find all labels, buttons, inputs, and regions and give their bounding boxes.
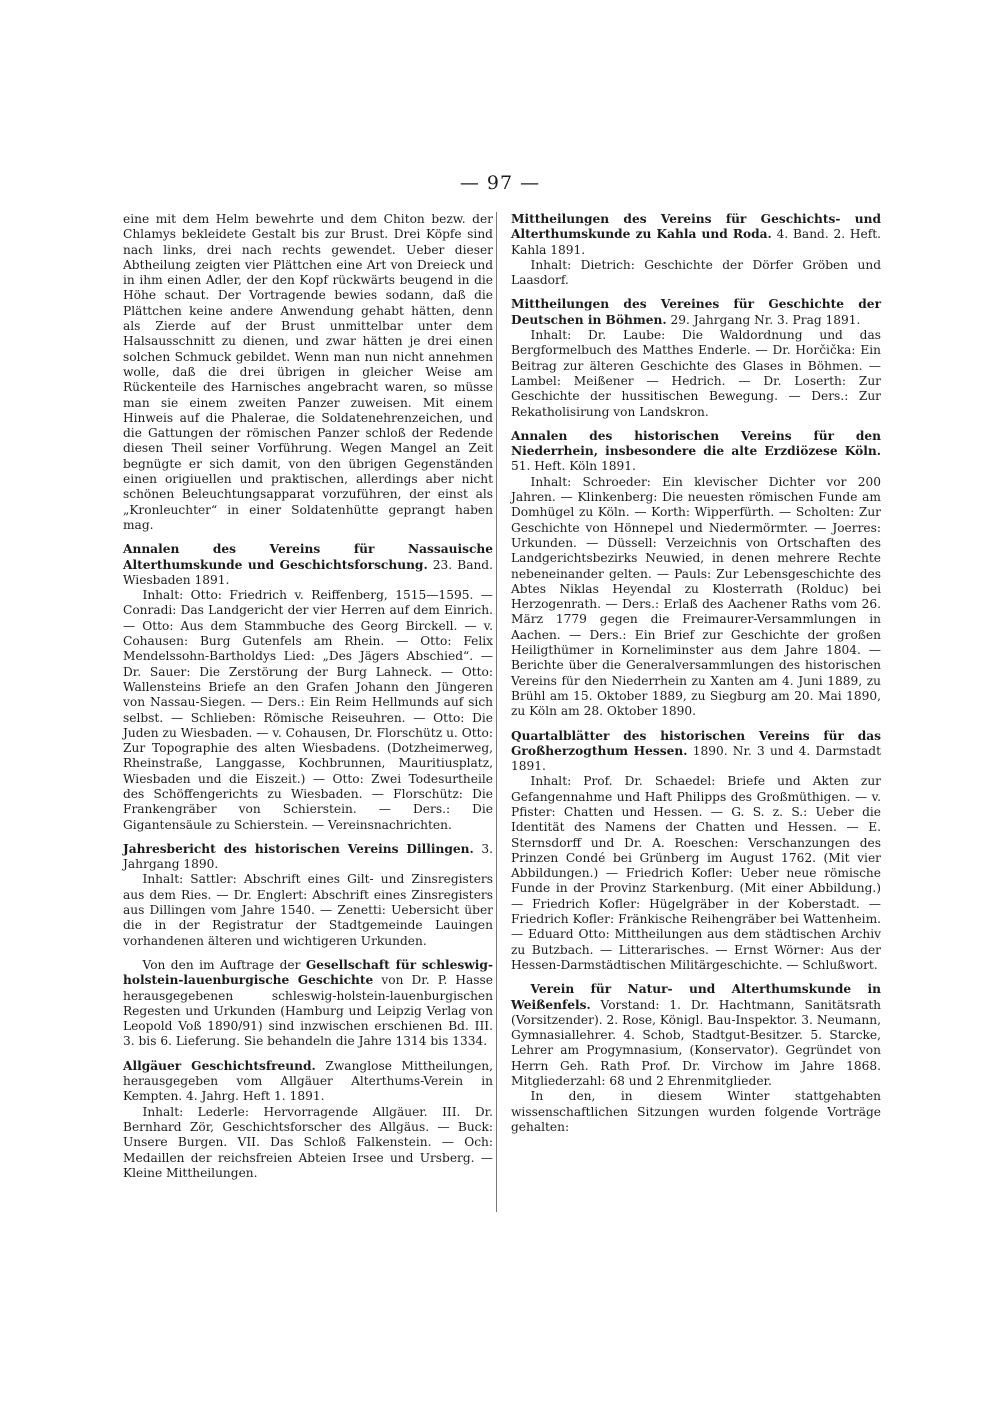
entry-allgaeuer-geschichtsfreund xyxy=(123,1059,493,1105)
entry-weissenfels-verein xyxy=(511,982,881,1089)
entry-title: Mittheilungen des Vereines für Geschichte der Deutschen in Böhmen. xyxy=(511,297,881,327)
entry-publication: 51. Heft. Köln 1891. xyxy=(511,459,636,474)
entry-title: Gesellschaft für schleswig-holstein-lauenburgische Geschichte xyxy=(123,957,493,988)
entry-contents: Inhalt: Dietrich: Geschichte der Dörfer Gröben und Laasdorf. xyxy=(511,257,881,288)
entry-niederrhein-annalen xyxy=(511,429,881,475)
entry-publication: 4. Band. 2. Heft. Kahla 1891. xyxy=(511,227,881,257)
entry-title: Quartalblätter des historischen Vereins für das Großherzogthum Hessen. xyxy=(511,728,881,758)
paragraph-continuation: eine mit dem Helm bewehrte und dem Chiton bezw. der Chlamys bekleidete Gestalt bis zur Brust. Drei Köpfe sind nach links, drei nach rechts gewendet. Ueber dieser Abtheilung zeigten vier Plättchen eine Art von Dreieck und in ihm einen Adler, der den Kopf rückwärts beugend in die Höhe schaut. Der Vortragende bewies sodann, daß die Plättchen keine andere Anwendung gehabt hätten, denn als Zierde auf der Brust unmittelbar unter dem Halsausschnitt zu dienen, und zwar hätten je drei einen solchen Schmuck gebildet. Wenn man nun nicht annehmen wolle, daß die drei übrigen in gleicher Weise am Rückenteile des Harnisches angebracht waren, so müsse man sie einem zweiten Panzer zuweisen. Mit einem Hinweis auf die Phalerae, die Soldatenehrenzeichen, und die Gattungen der römischen Panzer schloß der Redende diesen Theil seiner Vorführung. Wegen Mangel an Zeit begnügte er sich damit, von den übrigen Gegenständen einen origiuellen und praktischen, allerdings aber nicht schönen Beleuchtungsapparat vorzuführen, der einst als „Kronleuchter“ in einer Soldatenhütte geprangt haben mag. xyxy=(123,212,493,532)
entry-publication: 29. Jahrgang Nr. 3. Prag 1891. xyxy=(666,312,861,327)
entry-publication: 23. Band. Wiesbaden 1891. xyxy=(123,557,493,587)
page-number: — 97 — xyxy=(459,172,541,194)
entry-kahla-roda xyxy=(511,212,881,258)
paragraph-lectures-intro: In den, in diesem Winter stattgehabten wissenschaftlichen Sitzungen wurden folgende Vorträge gehalten: xyxy=(511,1089,881,1134)
entry-schleswig-holstein xyxy=(123,958,493,1050)
entry-nassau-annalen xyxy=(123,542,493,588)
entry-contents: Inhalt: Dr. Laube: Die Waldordnung und das Bergformelbuch des Matthes Enderle. — Dr. Horčička: Ein Beitrag zur älteren Geschichte des Glases in Böhmen. — Lambel: Meißener — Hedrich. — Dr. Loserth: Zur Geschichte der hussitischen Bewegung. — Ders.: Zur Rekatholisirung von Landskron. xyxy=(511,328,881,419)
entry-title: Jahresbericht des historischen Vereins Dillingen. xyxy=(123,841,474,856)
left-column xyxy=(123,212,493,1181)
entry-title: Annalen des Vereins für Nassauische Alterthumskunde und Geschichtsforschung. xyxy=(123,542,493,572)
column-divider xyxy=(496,212,497,1212)
entry-intro: Von den im Auftrage der xyxy=(142,957,306,972)
entry-publication: 3. Jahrgang 1890. xyxy=(123,841,493,872)
entry-contents: Inhalt: Lederle: Hervorragende Allgäuer. III. Dr. Bernhard Zör, Geschichtsforscher des Allgäus. — Buck: Unsere Burgen. VII. Das Schloß Falkenstein. — Och: Medaillen der reichsfreien Abteien Irsee und Ursberg. — Kleine Mittheilungen. xyxy=(123,1104,493,1180)
entry-contents: Inhalt: Schroeder: Ein klevischer Dichter vor 200 Jahren. — Klinkenberg: Die neuesten römischen Funde am Domhügel zu Köln. — Korth: Wipperfürth. — Scholten: Zur Geschichte von Hönnepel und Niedermörmter. — Joerres: Urkunden. — Düssell: Verzeichnis von Ortschaften des Landgerichtsbezirks Neuwied, in denen mehrere Rechte nebeneinander gelten. — Pauls: Zur Lebensgeschichte des Abtes Niklas Heyendal zu Klosterrath (Rolduc) bei Herzogenrath. — Ders.: Erlaß des Aachener Raths vom 26. März 1779 gegen die Freimaurer-Versammlungen in Aachen. — Ders.: Ein Brief zur Geschichte der großen Heiligthümer in Korneliminster aus dem Jahre 1804. — Berichte über die Generalversammlungen des historischen Vereins für den Niederrhein zu Xanten am 4. Juni 1889, zu Brühl am 15. Oktober 1889, zu Siegburg am 20. Mai 1890, zu Köln am 28. Oktober 1890. xyxy=(511,474,881,719)
entry-title: Annalen des historischen Vereins für den Niederrhein, insbesondere die alte Erzdiözese Köln. xyxy=(511,428,881,459)
entry-contents: Inhalt: Prof. Dr. Schaedel: Briefe und Akten zur Gefangennahme und Haft Philipps des Großmüthigen. — v. Pfister: Chatten und Hessen. — G. S. z. S.: Ueber die Identität des Namens der Chatten und Hessen. — E. Sternsdorff und Dr. A. Roeschen: Verschanzungen des Prinzen Condé bei Grünberg im August 1762. (Mit vier Abbildungen.) — Friedrich Kofler: Ueber neue römische Funde in der Provinz Starkenburg. (Mit einer Abbildung.) — Friedrich Kofler: Hügelgräber in der Koberstadt. — Friedrich Kofler: Fränkische Reihengräber bei Wattenheim. — Eduard Otto: Mittheilungen aus dem städtischen Archiv zu Butzbach. — Litterarisches. — Ernst Wörner: Aus der Hessen-Darmstädtischen Militärgeschichte. — Schlußwort. xyxy=(511,774,881,972)
entry-dillingen-jahresbericht xyxy=(123,842,493,873)
entry-contents: Inhalt: Otto: Friedrich v. Reiffenberg, 1515—1595. — Conradi: Das Landgericht der vier Herren auf dem Einrich. — Otto: Aus dem Stammbuche des Georg Birckell. — v. Cohausen: Burg Gutenfels am Rhein. — Otto: Felix Mendelssohn-Bartholdys Lied: „Des Jägers Abschied“. — Dr. Sauer: Die Zerstörung der Burg Lahneck. — Otto: Wallensteins Briefe an den Grafen Johann den Jüngeren von Nassau-Siegen. — Ders.: Ein Reim Hellmunds auf sich selbst. — Schlieben: Römische Reiseuhren. — Otto: Die Juden zu Wiesbaden. — v. Cohausen, Dr. Florschütz u. Otto: Zur Topographie des alten Wiesbadens. (Dotzheimerweg, Rheinstraße, Langgasse, Kochbrunnen, Mauritiusplatz, Wiesbaden und die Eiszeit.) — Otto: Zwei Todesurtheile des Schöffengerichts zu Wiesbaden. — Florschütz: Die Frankengräber von Schierstein. — Ders.: Die Gigantensäule zu Schierstein. — Vereinsnachrichten. xyxy=(123,588,493,832)
entry-title: Verein für Natur- und Alterthumskunde in Weißenfels. xyxy=(511,982,881,1012)
entry-title: Mittheilungen des Vereins für Geschichts- und Alterthumskunde zu Kahla und Roda. xyxy=(511,212,881,242)
entry-deutsche-in-boehmen xyxy=(511,297,881,328)
right-column xyxy=(511,212,881,1135)
entry-title: Allgäuer Geschichtsfreund. xyxy=(123,1058,316,1073)
entry-contents: Inhalt: Sattler: Abschrift eines Gilt- und Zinsregisters aus dem Ries. — Dr. Englert: Abschrift eines Zinsregisters aus Dillingen vom Jahre 1540. — Zenetti: Uebersicht über die in der Registratur der Stadtgemeinde Lauingen vorhandenen älteren und wichtigeren Urkunden. xyxy=(123,872,493,948)
entry-publication: 1890. Nr. 3 und 4. Darmstadt 1891. xyxy=(511,743,881,774)
entry-publication: Zwanglose Mittheilungen, herausgegeben vom Allgäuer Alterthums-Verein in Kempten. 4. Jahrg. Heft 1. 1891. xyxy=(123,1058,494,1104)
entry-text: von Dr. P. Hasse herausgegebenen schleswig-holstein-lauenburgischen Regesten und Urkunden (Hamburg und Leipzig Verlag von Leopold Voß 1890/91) sind inzwischen erschienen Bd. III. 3. bis 6. Lieferung. Sie behandeln die Jahre 1314 bis 1334. xyxy=(123,973,493,1049)
entry-text: Vorstand: 1. Dr. Hachtmann, Sanitätsrath (Vorsitzender). 2. Rose, Königl. Bau-Inspektor. 3. Neumann, Gymnasiallehrer. 4. Schob, Stadtgut-Besitzer. 5. Starcke, Lehrer am Progymnasium, (Konservator). Gegründet von Herrn Geh. Rath Prof. Dr. Virchow im Jahre 1868. Mitgliederzahl: 68 und 2 Ehrenmitglieder. xyxy=(511,997,881,1089)
entry-hessen-quartalblaetter xyxy=(511,729,881,775)
